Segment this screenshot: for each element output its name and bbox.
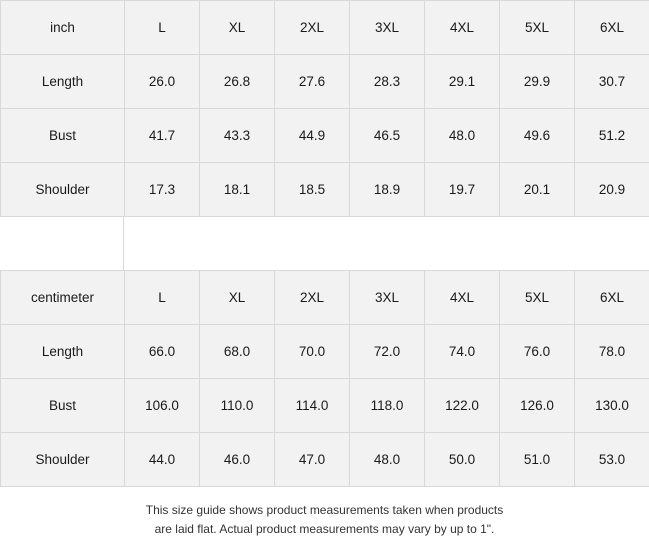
unit-label-centimeter: centimeter (1, 271, 125, 325)
table-row (1, 163, 649, 217)
size-guide-note (0, 487, 649, 539)
measurement-cell: 29.9 (500, 55, 575, 109)
measurement-cell: 20.9 (575, 163, 649, 217)
measurement-cell: 72.0 (350, 325, 425, 379)
column-header-size: 4XL (425, 1, 500, 55)
row-label-bust: Bust (1, 379, 125, 433)
measurement-cell: 126.0 (500, 379, 575, 433)
column-header-size: XL (200, 1, 275, 55)
column-header-size: 3XL (350, 1, 425, 55)
measurement-cell: 53.0 (575, 433, 649, 487)
measurement-cell: 41.7 (125, 109, 200, 163)
measurement-cell: 49.6 (500, 109, 575, 163)
measurement-cell: 47.0 (275, 433, 350, 487)
measurement-cell: 18.1 (200, 163, 275, 217)
separator-label-cell (1, 217, 124, 270)
measurement-cell: 118.0 (350, 379, 425, 433)
measurement-cell: 43.3 (200, 109, 275, 163)
measurement-cell: 17.3 (125, 163, 200, 217)
measurement-cell: 74.0 (425, 325, 500, 379)
row-label-bust: Bust (1, 109, 125, 163)
table-row (1, 325, 649, 379)
table-separator (0, 217, 649, 270)
column-header-size: 2XL (275, 271, 350, 325)
column-header-size: 5XL (500, 271, 575, 325)
measurement-cell: 19.7 (425, 163, 500, 217)
row-label-length: Length (1, 55, 125, 109)
measurement-cell: 78.0 (575, 325, 649, 379)
measurement-cell: 76.0 (500, 325, 575, 379)
measurement-cell: 110.0 (200, 379, 275, 433)
table-row (1, 433, 649, 487)
column-header-size: XL (200, 271, 275, 325)
measurement-cell: 18.9 (350, 163, 425, 217)
measurement-cell: 106.0 (125, 379, 200, 433)
measurement-cell: 51.0 (500, 433, 575, 487)
column-header-size: 6XL (575, 1, 649, 55)
measurement-cell: 122.0 (425, 379, 500, 433)
note-line-1: This size guide shows product measurements taken when products (0, 501, 649, 520)
table-row (1, 55, 649, 109)
measurement-cell: 114.0 (275, 379, 350, 433)
row-label-length: Length (1, 325, 125, 379)
note-line-2: are laid flat. Actual product measurements may vary by up to 1". (0, 520, 649, 539)
measurement-cell: 46.5 (350, 109, 425, 163)
size-table-centimeter (0, 270, 649, 487)
column-header-size: 5XL (500, 1, 575, 55)
measurement-cell: 50.0 (425, 433, 500, 487)
row-label-shoulder: Shoulder (1, 163, 125, 217)
measurement-cell: 44.0 (125, 433, 200, 487)
measurement-cell: 44.9 (275, 109, 350, 163)
measurement-cell: 30.7 (575, 55, 649, 109)
measurement-cell: 66.0 (125, 325, 200, 379)
column-header-size: 3XL (350, 271, 425, 325)
column-header-size: 4XL (425, 271, 500, 325)
unit-label-inch: inch (1, 1, 125, 55)
measurement-cell: 70.0 (275, 325, 350, 379)
measurement-cell: 26.8 (200, 55, 275, 109)
column-header-size: L (125, 271, 200, 325)
measurement-cell: 130.0 (575, 379, 649, 433)
measurement-cell: 27.6 (275, 55, 350, 109)
column-header-size: L (125, 1, 200, 55)
row-label-shoulder: Shoulder (1, 433, 125, 487)
table-row (1, 379, 649, 433)
measurement-cell: 51.2 (575, 109, 649, 163)
measurement-cell: 46.0 (200, 433, 275, 487)
column-header-size: 6XL (575, 271, 649, 325)
measurement-cell: 18.5 (275, 163, 350, 217)
table-row (1, 109, 649, 163)
measurement-cell: 28.3 (350, 55, 425, 109)
measurement-cell: 26.0 (125, 55, 200, 109)
separator-blank-cell (124, 217, 649, 270)
measurement-cell: 48.0 (425, 109, 500, 163)
measurement-cell: 20.1 (500, 163, 575, 217)
measurement-cell: 68.0 (200, 325, 275, 379)
size-table-inch (0, 0, 649, 217)
table-header-row (1, 271, 649, 325)
column-header-size: 2XL (275, 1, 350, 55)
measurement-cell: 48.0 (350, 433, 425, 487)
table-header-row (1, 1, 649, 55)
measurement-cell: 29.1 (425, 55, 500, 109)
